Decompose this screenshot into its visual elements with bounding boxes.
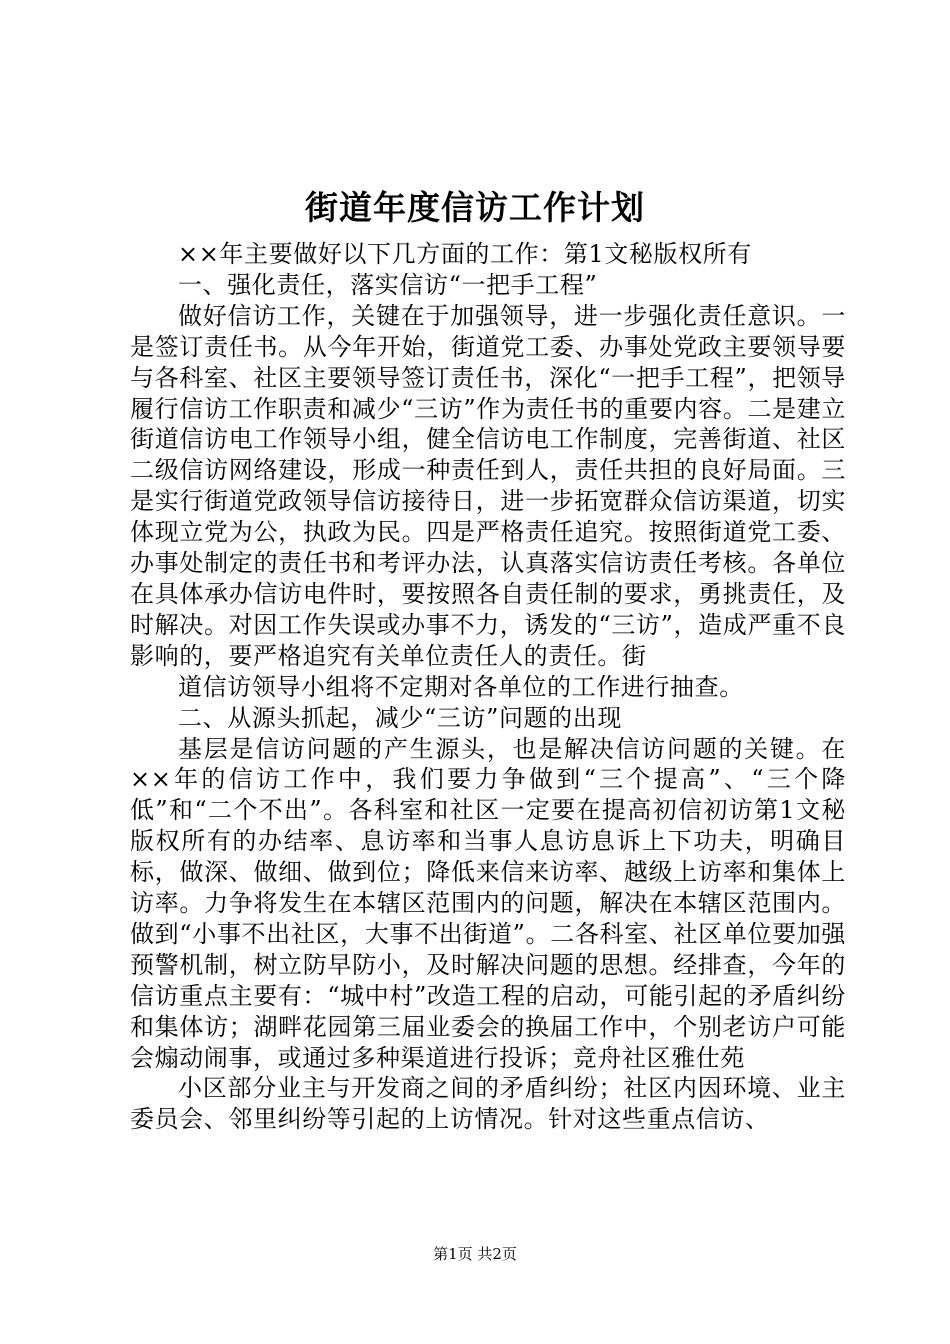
paragraph-4: 小区部分业主与开发商之间的矛盾纠纷；社区内因环境、业主委员会、邻里纠纷等引起的上访情况。针对这些重点信访、 (130, 1074, 846, 1134)
section-heading-1: 一、强化责任，落实信访“一把手工程” (178, 270, 598, 299)
paragraph-2: 道信访领导小组将不定期对各单位的工作进行抽查。 (178, 672, 744, 701)
document-title: 街道年度信访工作计划 (305, 188, 645, 227)
paragraph-intro: ××年主要做好以下几方面的工作：第1文秘版权所有 (178, 240, 752, 268)
document-body (130, 239, 846, 1135)
page-number-footer: 第1页 共2页 (433, 1245, 517, 1263)
paragraph-1: 做好信访工作，关键在于加强领导，进一步强化责任意识。一是签订责任书。从今年开始，街道党工委、办事处党政主要领导要与各科室、社区主要领导签订责任书，深化“一把手工程”，把领导履行信访工作职责和减少“三访”作为责任书的重要内容。二是建立街道信访电工作领导小组，健全信访电工作制度，完善街道、社区二级信访网络建设，形成一种责任到人，责任共担的良好局面。三是实行街道党政领导信访接待日，进一步拓宽群众信访渠道，切实体现立党为公，执政为民。四是严格责任追究。按照街道党工委、办事处制定的责任书和考评办法，认真落实信访责任考核。各单位在具体承办信访电件时，要按照各自责任制的要求，勇挑责任，及时解决。对因工作失误或办事不力，诱发的“三访”，造成严重不良影响的，要严格追究有关单位责任人的责任。街 (130, 301, 846, 670)
section-heading-2: 二、从源头抓起，减少“三访”问题的出现 (178, 703, 622, 732)
paragraph-3: 基层是信访问题的产生源头，也是解决信访问题的关键。在××年的信访工作中，我们要力争做到“三个提高”、“三个降低”和“二个不出”。各科室和社区一定要在提高初信初访第1文秘版权所有的办结率、息访率和当事人息访息诉上下功夫，明确目标，做深、做细、做到位；降低来信来访率、越级上访率和集体上访率。力争将发生在本辖区范围内的问题，解决在本辖区范围内。做到“小事不出社区，大事不出街道”。二各科室、社区单位要加强预警机制，树立防早防小，及时解决问题的思想。经排查，今年的信访重点主要有：“城中村”改造工程的启动，可能引起的矛盾纠纷和集体访；湖畔花园第三届业委会的换届工作中，个别老访户可能会煽动闹事，或通过多种渠道进行投诉；竞舟社区雅仕苑 (130, 734, 846, 1072)
